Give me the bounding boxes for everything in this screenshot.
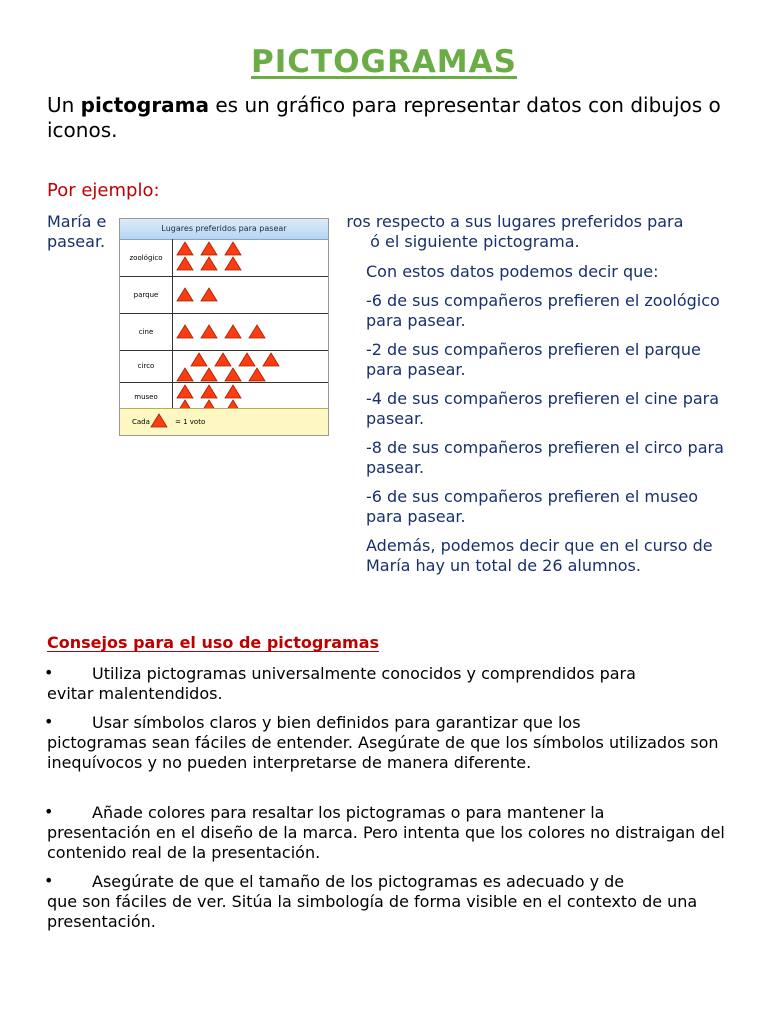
tip-item [44, 663, 737, 704]
pictogram-row [120, 276, 328, 314]
triangle-icon [248, 324, 266, 339]
conclusion-item: Con estos datos podemos decir que: [366, 262, 659, 281]
tip-first-line: Utiliza pictogramas universalmente conocidos y comprendidos para [92, 664, 636, 683]
intro-after: es un gráfico para representar datos con dibujos o iconos. [47, 93, 721, 142]
triangle-icon [214, 352, 232, 367]
triangle-icon [176, 287, 194, 302]
triangle-icon [176, 256, 194, 271]
pictogram-row-label: zoológico [120, 239, 173, 276]
intro-bold-term: pictograma [80, 93, 210, 117]
pictogram-row-label: cine [120, 313, 173, 350]
pictogram-image [119, 218, 329, 436]
tip-rest: presentación en el diseño de la marca. Pero intenta que los colores no distraigan del contenido real de la presentación. [47, 823, 725, 862]
conclusions-list [366, 262, 736, 585]
triangle-icon [200, 384, 218, 399]
tip-item [44, 871, 737, 932]
tip-rest: que son fáciles de ver. Sitúa la simbología de forma visible en el contexto de una presentación. [47, 892, 698, 931]
conclusion-item: -2 de sus compañeros prefieren el parque para pasear. [366, 340, 701, 379]
maria-line-2-right: ó el siguiente pictograma. [370, 232, 580, 251]
tip-first-line: Asegúrate de que el tamaño de los pictogramas es adecuado y de [92, 872, 625, 891]
legend-left-text: Cada [132, 418, 150, 426]
triangle-icon [238, 352, 256, 367]
tip-first-line: Usar símbolos claros y bien definidos para garantizar que los [92, 713, 581, 732]
triangle-icon [262, 352, 280, 367]
bullet-icon: • [44, 871, 54, 890]
triangle-icon [150, 413, 168, 428]
triangle-icon [190, 352, 208, 367]
tips-heading: Consejos para el uso de pictogramas [47, 633, 380, 652]
maria-line-1-right: ros respecto a sus lugares preferidos para [346, 212, 684, 231]
triangle-icon [176, 367, 194, 382]
tip-item [44, 802, 737, 863]
triangle-icon [176, 241, 194, 256]
tip-rest: evitar malentendidos. [47, 684, 223, 703]
maria-line-1-left: María e [47, 212, 107, 231]
maria-line-2-left: pasear. [47, 232, 106, 251]
triangle-icon [224, 256, 242, 271]
triangle-icon [200, 324, 218, 339]
pictogram-legend [120, 408, 328, 435]
triangle-icon [200, 241, 218, 256]
triangle-icon [224, 324, 242, 339]
conclusion-item: -6 de sus compañeros prefieren el zoológico para pasear. [366, 291, 720, 330]
triangle-icon [248, 367, 266, 382]
legend-right-text: = 1 voto [175, 418, 206, 426]
pictogram-row [120, 350, 328, 383]
tip-first-line: Añade colores para resaltar los pictogramas o para mantener la [92, 803, 605, 822]
conclusion-item: Además, podemos decir que en el curso de María hay un total de 26 alumnos. [366, 536, 713, 575]
tip-rest: pictogramas sean fáciles de entender. Asegúrate de que los símbolos utilizados son inequívocos y no pueden interpretarse de manera diferente. [47, 733, 719, 772]
pictogram-row [120, 239, 328, 277]
bullet-icon: • [44, 663, 54, 682]
page-title: PICTOGRAMAS [251, 44, 517, 80]
pictogram-title: Lugares preferidos para pasear [120, 219, 328, 240]
pictogram-row [120, 313, 328, 351]
bullet-icon: • [44, 802, 54, 821]
triangle-icon [224, 384, 242, 399]
triangle-icon [200, 287, 218, 302]
tip-item [44, 712, 737, 773]
conclusion-item: -6 de sus compañeros prefieren el museo para pasear. [366, 487, 699, 526]
example-label: Por ejemplo: [47, 180, 160, 201]
intro-before: Un [47, 93, 81, 117]
conclusion-item: -4 de sus compañeros prefieren el cine para pasear. [366, 389, 720, 428]
pictogram-row-label: museo [120, 382, 173, 412]
bullet-icon: • [44, 712, 54, 731]
pictogram-row-label: parque [120, 276, 173, 313]
pictogram-row-label: circo [120, 350, 173, 382]
triangle-icon [224, 367, 242, 382]
triangle-icon [176, 384, 194, 399]
triangle-icon [224, 241, 242, 256]
conclusion-item: -8 de sus compañeros prefieren el circo para pasear. [366, 438, 724, 477]
triangle-icon [200, 367, 218, 382]
intro-paragraph [47, 93, 737, 143]
triangle-icon [200, 256, 218, 271]
triangle-icon [176, 324, 194, 339]
